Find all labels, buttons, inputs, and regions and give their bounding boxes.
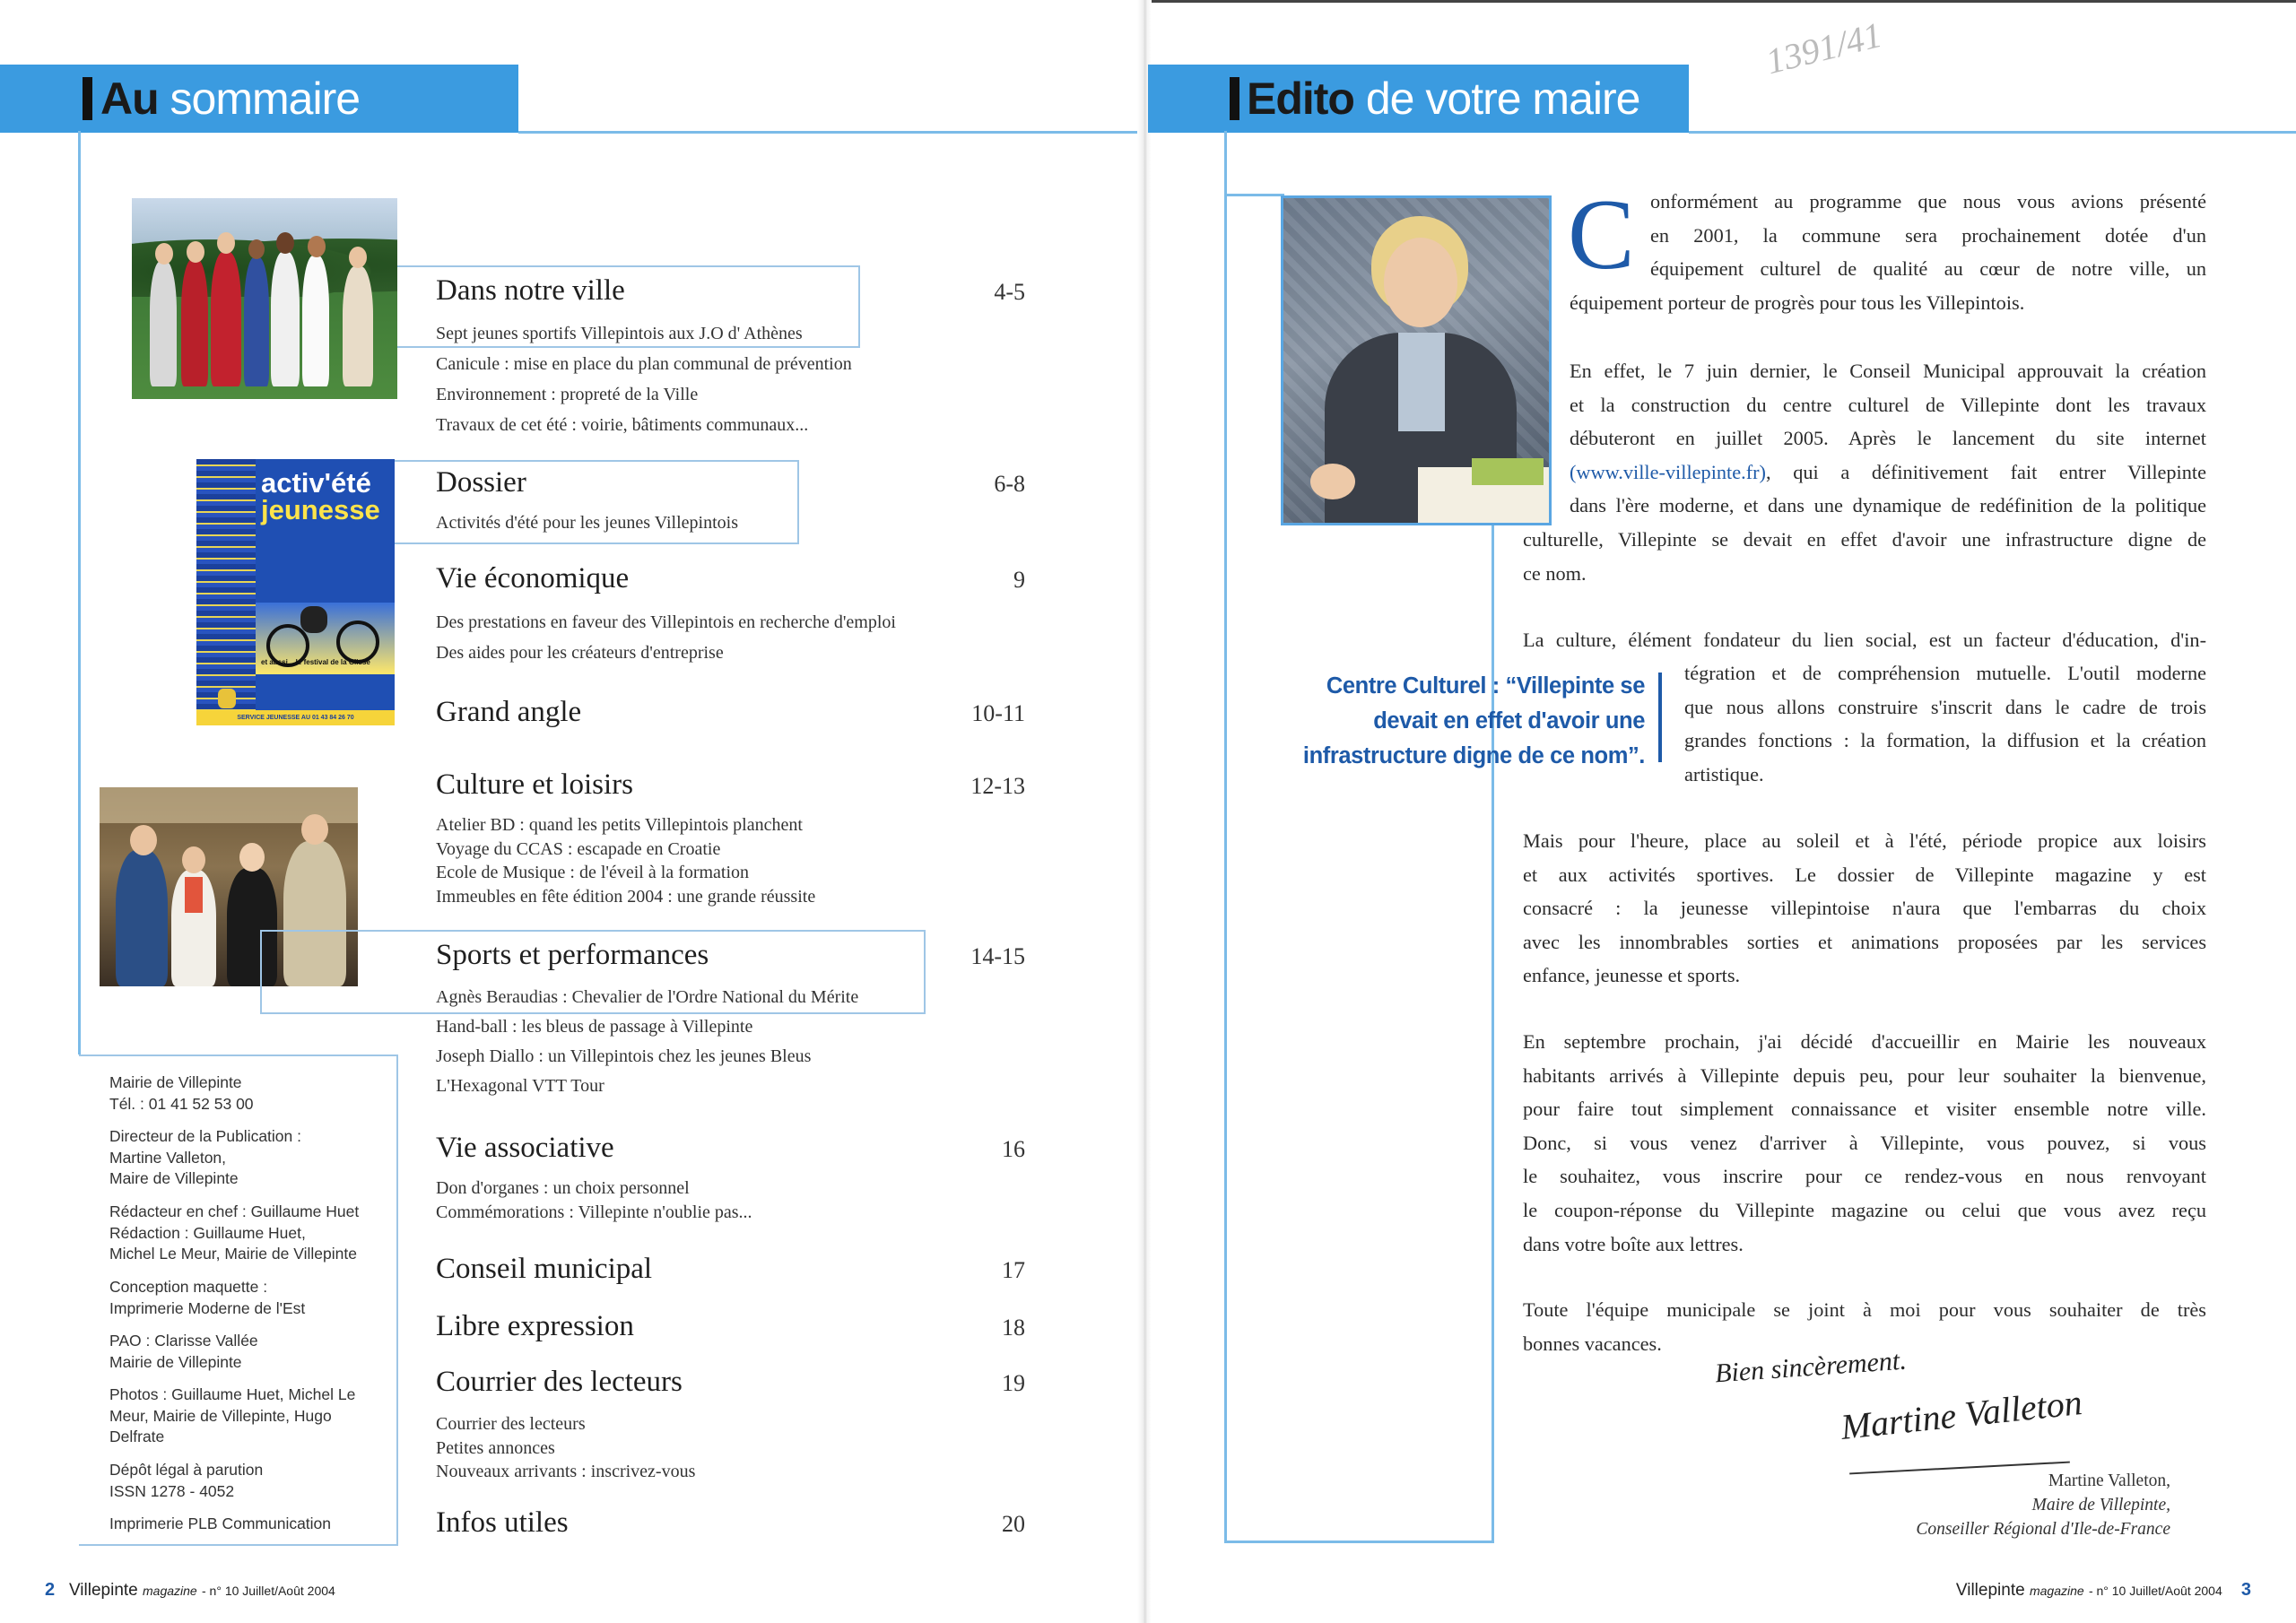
signatory-block: Martine Valleton, Maire de Villepinte, Conseiller Régional d'Ile-de-France <box>1916 1471 2170 1539</box>
toc-page-courrier-lecteurs: 19 <box>1002 1370 1025 1396</box>
right-footer: Villepinte magazine - n° 10 Juillet/Août 2004 3 <box>1955 1580 2251 1600</box>
toc-page-grand-angle: 10-11 <box>971 700 1025 726</box>
flyer-emblem-icon <box>218 689 236 708</box>
toc-title-infos-utiles[interactable]: Infos utiles <box>436 1506 569 1539</box>
toc-items-vie-associative: Don d'organes : un choix personnel Commémorations : Villepinte n'oublie pas... <box>436 1178 752 1222</box>
header-rule <box>1689 131 2296 134</box>
toc-title-libre-expression[interactable]: Libre expression <box>436 1310 634 1342</box>
edito-para-3-first: La culture, élément fondateur du lien social, est un facteur d'éducation, d'in- <box>1523 629 2206 651</box>
photo-frame-top-rule <box>1224 194 1284 196</box>
edito-para-1-last: équipement porteur de progrès pour tous les Villepintois. <box>1570 291 2025 314</box>
flyer-headline: activ'été jeunesse <box>261 467 380 525</box>
toc-items-culture-loisirs: Atelier BD : quand les petits Villepintois planchent Voyage du CCAS : escapade en Croatie Ecole de Musique : de l'éveil à la formation Immeubles en fête édition 2004 : une grande réussite <box>436 815 816 907</box>
sommaire-title: Au sommaire <box>100 74 361 124</box>
toc-page-dossier: 6-8 <box>994 471 1025 497</box>
toc-items-dossier: Activités d'été pour les jeunes Villepintois <box>436 513 738 533</box>
left-footer: 2 Villepinte magazine - n° 10 Juillet/Août 2004 <box>45 1580 335 1600</box>
edito-title: Edito de votre maire <box>1247 74 1640 124</box>
flyer-festival-text: et aussi... le festival de la Glisse <box>261 658 370 666</box>
toc-items-sports: Agnès Beraudias : Chevalier de l'Ordre National du Mérite Hand-ball : les bleus de passage à Villepinte Joseph Diallo : un Villepintois chez les jeunes Bleus L'Hexagonal VTT Tour <box>436 987 859 1096</box>
pull-quote: Centre Culturel : “Villepinte se devait en effet d'avoir une infrastructure digne de ce nom”. <box>1302 673 1645 768</box>
toc-title-culture-loisirs[interactable]: Culture et loisirs <box>436 768 633 801</box>
toc-items-vie-economique: Des prestations en faveur des Villepintois en recherche d'emploi Des aides pour les créateurs d'entreprise <box>436 612 896 663</box>
edito-para-2-end: culturelle, Villepinte se devait en effet d'avoir une infrastructure digne de ce nom. <box>1523 528 2206 585</box>
toc-title-vie-associative[interactable]: Vie associative <box>436 1132 614 1164</box>
toc-title-grand-angle[interactable]: Grand angle <box>436 696 582 728</box>
edito-left-rule <box>1224 131 1227 1542</box>
banner-marker <box>1230 77 1239 120</box>
edito-para-2: En effet, le 7 juin dernier, le Conseil Municipal approuvait la création et la construction du centre culturel de Villepinte dont les travaux débuteront en juillet 2005. Après le lancement du site internet (www.ville-villepinte.fr), qui a définitivement fait entrer Villepinte dans l'ère moderne, et dans une dynamique de redéfinition de la politique <box>1570 360 2206 517</box>
credits-directeur: Directeur de la Publication : Martine Valleton, Maire de Villepinte <box>109 1127 301 1187</box>
edito-dropcap: C <box>1568 179 1635 291</box>
left-page-sommaire <box>0 0 1144 1623</box>
toc-page-libre-expression: 18 <box>1002 1315 1025 1341</box>
credits-maquette: Conception maquette : Imprimerie Moderne de l'Est <box>109 1278 306 1317</box>
photo-young-athletes <box>132 198 397 399</box>
website-link[interactable]: (www.ville-villepinte.fr) <box>1570 460 1766 483</box>
edito-para-6: Toute l'équipe municipale se joint à moi pour vous souhaiter de très bonnes vacances. <box>1523 1298 2206 1355</box>
flyer-contact: SERVICE JEUNESSE AU 01 43 84 26 70 <box>196 710 395 725</box>
credits-pao: PAO : Clarisse Vallée Mairie de Villepinte <box>109 1332 258 1371</box>
credits-redaction: Rédacteur en chef : Guillaume Huet Rédaction : Guillaume Huet, Michel Le Meur, Mairie de Villepinte <box>109 1202 360 1263</box>
edito-para-4: Mais pour l'heure, place au soleil et à l'été, période propice aux loisirs et aux activités sportives. Le dossier de Villepinte magazine y est consacré : la jeunesse villepintoise n'aura que l'embarras du choix avec les innombrables sorties et animations proposées par les services enfance, jeunesse et sports. <box>1523 829 2206 987</box>
toc-page-culture-loisirs: 12-13 <box>970 773 1025 799</box>
toc-title-dans-notre-ville[interactable]: Dans notre ville <box>436 274 625 307</box>
edito-para-5: En septembre prochain, j'ai décidé d'accueillir en Mairie les nouveaux habitants arrivés à Villepinte depuis peu, pour leur souhaiter la bienvenue, pour faire tout simplement connaissance et visiter ensemble notre ville. Donc, si vous venez d'arriver à Villepinte, vous pouvez, si vous le souhaitez, vous inscrire pour ce rendez-vous en nous renvoyant le coupon-réponse du Villepinte magazine ou celui que vous avez reçu dans votre boîte aux lettres. <box>1523 1030 2206 1255</box>
toc-page-conseil-municipal: 17 <box>1002 1257 1025 1283</box>
credits-depot-legal: Dépôt légal à parution ISSN 1278 - 4052 <box>109 1461 264 1500</box>
handwritten-closing: Bien sincèrement. <box>1714 1345 1908 1389</box>
handwritten-archive-note: 1391/41 <box>1761 13 1886 82</box>
edito-para-3-rest: tégration et de compréhension mutuelle. L'outil moderne que nous allons construire s'inscrit dans le cadre de trois grandes fonctions : la formation, la diffusion et la création artistique. <box>1684 662 2206 785</box>
credits-photos: Photos : Guillaume Huet, Michel Le Meur, Mairie de Villepinte, Hugo Delfrate <box>109 1385 356 1445</box>
toc-page-dans-notre-ville: 4-5 <box>994 279 1025 305</box>
sommaire-header-banner <box>0 65 518 133</box>
credits-mairie: Mairie de Villepinte Tél. : 01 41 52 53 00 <box>109 1073 254 1113</box>
edito-header-banner <box>1148 65 1689 133</box>
page-number-left: 2 <box>45 1580 56 1600</box>
toc-page-vie-associative: 16 <box>1002 1136 1025 1162</box>
page-number-right: 3 <box>2240 1580 2251 1600</box>
credits-imprimerie: Imprimerie PLB Communication <box>109 1515 332 1532</box>
header-rule <box>518 131 1144 134</box>
handwritten-signature: Martine Valleton <box>1839 1382 2084 1447</box>
toc-page-vie-economique: 9 <box>1013 567 1025 593</box>
toc-title-dossier[interactable]: Dossier <box>436 466 526 499</box>
toc-title-courrier-lecteurs[interactable]: Courrier des lecteurs <box>436 1366 683 1398</box>
pull-quote-bar <box>1658 673 1662 762</box>
edito-bottom-rule <box>1224 1541 1494 1543</box>
toc-title-sports[interactable]: Sports et performances <box>436 939 709 971</box>
banner-marker <box>83 77 92 120</box>
toc-page-infos-utiles: 20 <box>1002 1511 1025 1537</box>
publication-credits-box <box>79 1055 398 1546</box>
toc-items-dans-notre-ville: Sept jeunes sportifs Villepintois aux J.O d' Athènes Canicule : mise en place du plan communal de prévention Environnement : propreté de la Ville Travaux de cet été : voirie, bâtiments communaux... <box>436 324 852 435</box>
photo-mayor-portrait <box>1281 195 1552 525</box>
edito-para-1-lines: onformément au programme que nous vous avions présenté en 2001, la commune sera prochainement dotée d'un équipement culturel de qualité au cœur de notre ville, un <box>1650 190 2206 281</box>
toc-items-courrier-lecteurs: Courrier des lecteurs Petites annonces Nouveaux arrivants : inscrivez-vous <box>436 1414 696 1481</box>
page-spine <box>1137 0 1152 1623</box>
toc-page-sports: 14-15 <box>970 943 1025 969</box>
left-margin-rule <box>78 131 81 1055</box>
flyer-activ-ete-jeunesse <box>196 459 395 725</box>
toc-title-vie-economique[interactable]: Vie économique <box>436 562 630 595</box>
toc-title-conseil-municipal[interactable]: Conseil municipal <box>436 1253 653 1285</box>
flyer-activity-list <box>196 459 256 725</box>
